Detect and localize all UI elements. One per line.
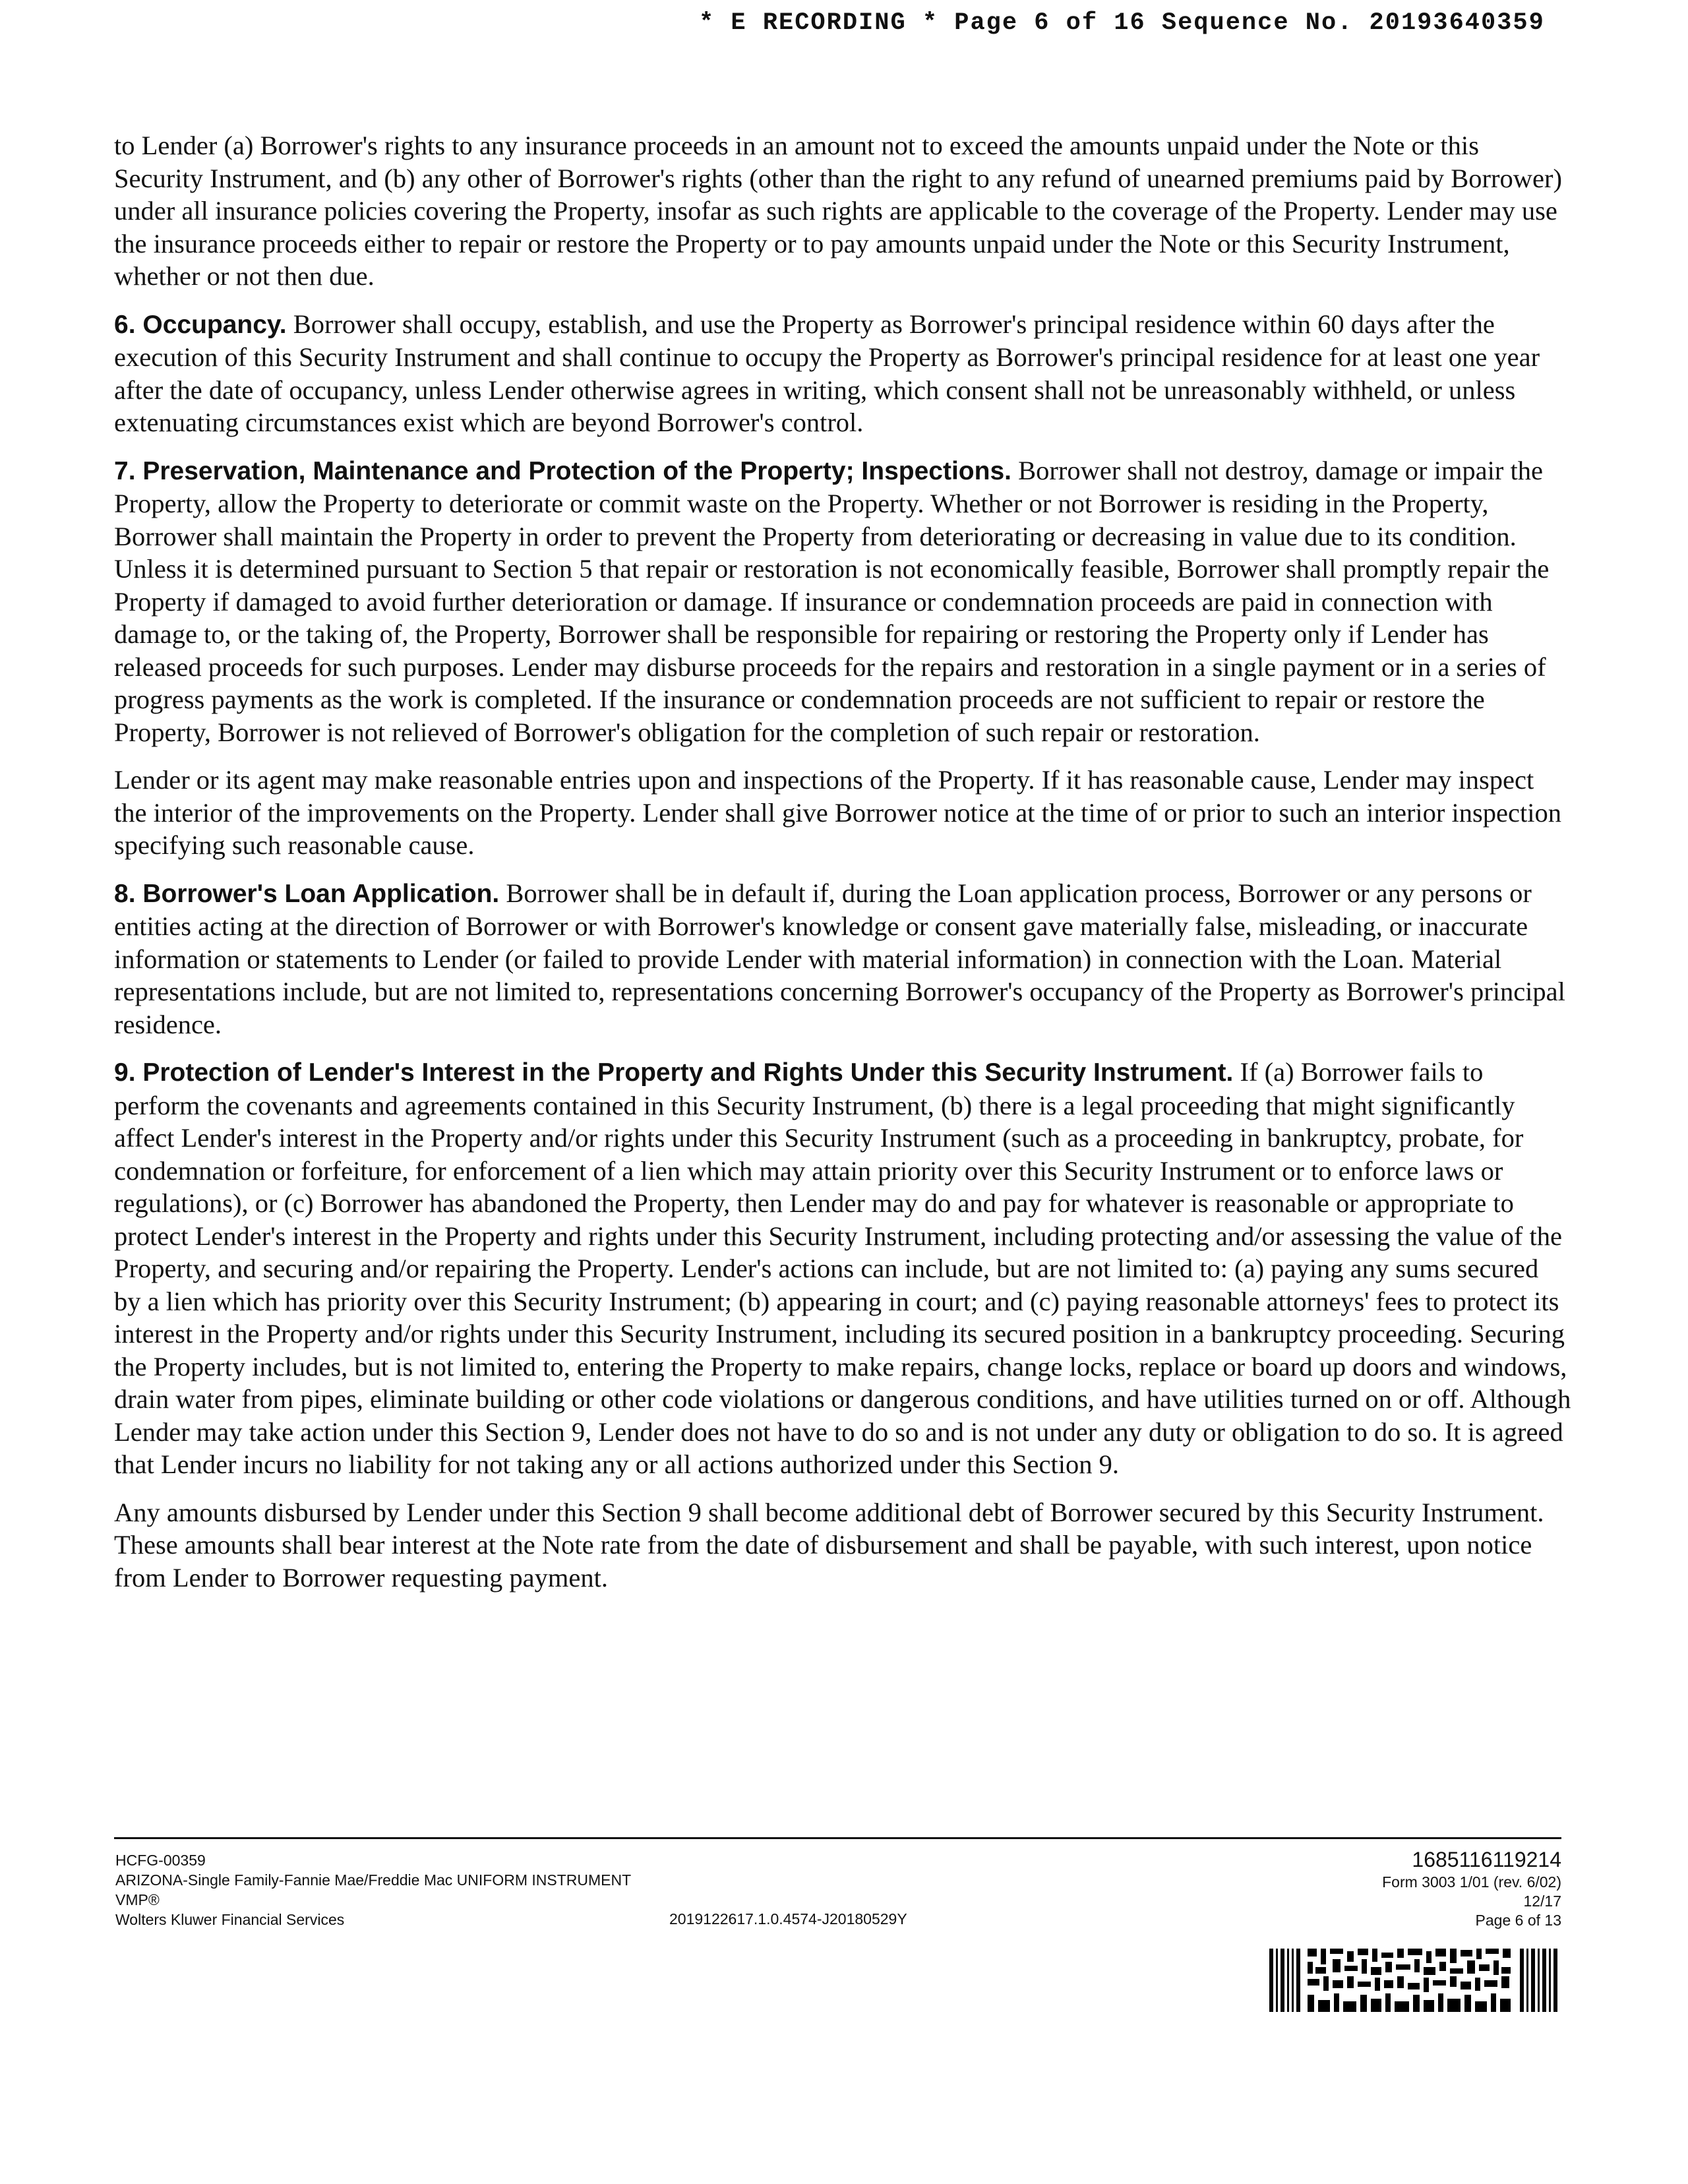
section-8-text: Borrower shall be in default if, during the Loan application process, Borrower or any persons or entities acting at the direction of Borrower or with Borrower's knowledge or consent gave materially false, misleading, or inaccurate information or statements to Lender (or failed to provide Lender with material information) in connection with the Loan. Material representations include, but are not limited to, representations concerning Borrower's occupancy of the Property as Borrower's principal residence. [114, 878, 1565, 1039]
section-9-protection [114, 1056, 1571, 1481]
section-8-loan-application [114, 877, 1571, 1041]
footer-left-block [115, 1850, 631, 1929]
section-6-occupancy [114, 308, 1571, 439]
section-6-heading: 6. Occupancy. [114, 310, 287, 339]
footer-doc-code: 2019122617.1.0.4574-J20180529Y [669, 1910, 907, 1927]
section-7-text: Borrower shall not destroy, damage or impair the Property, allow the Property to deteriorate or commit waste on the Property. Whether or not Borrower is residing in the Property, Borrower shall maintain the Property in order to prevent the Property from deteriorating or decreasing in value due to its condition. Unless it is determined pursuant to Section 5 that repair or restoration is not economically feasible, Borrower shall promptly repair the Property if damaged to avoid further deterioration or damage. If insurance or condemnation proceeds are paid in connection with damage to, or the taking of, the Property, Borrower shall be responsible for repairing or restoring the Property only if Lender has released proceeds for such purposes. Lender may disburse proceeds for the repairs and restoration in a single payment or in a series of progress payments as the work is completed. If the insurance or condemnation proceeds are not sufficient to repair or restore the Property, Borrower is not relieved of Borrower's obligation for the completion of such repair or restoration. [114, 455, 1550, 747]
section-9-disbursement-paragraph: Any amounts disbursed by Lender under this Section 9 shall become additional debt of Borrower secured by this Security Instrument. These amounts shall bear interest at the Note rate from the date of disbursement and shall be payable, with such interest, upon notice from Lender to Borrower requesting payment. [114, 1497, 1544, 1592]
section-7-preservation [114, 454, 1571, 749]
footer-form-id: HCFG-00359 [115, 1852, 206, 1869]
section-9-heading: 9. Protection of Lender's Interest in the Property and Rights Under this Security Instrument. [114, 1058, 1234, 1087]
footer-publisher: Wolters Kluwer Financial Services [115, 1911, 345, 1928]
footer-right-block [1382, 1846, 1561, 1930]
footer-form-number: Form 3003 1/01 (rev. 6/02) [1382, 1873, 1561, 1891]
section-8-heading: 8. Borrower's Loan Application. [114, 879, 500, 908]
footer-page-number: Page 6 of 13 [1475, 1912, 1561, 1929]
document-body [114, 129, 1571, 1609]
footer-instrument: ARIZONA-Single Family-Fannie Mae/Freddie Mac UNIFORM INSTRUMENT [115, 1871, 632, 1889]
footer-revision: 12/17 [1523, 1893, 1561, 1910]
footer-loan-number: 1685116119214 [1412, 1848, 1561, 1871]
section-9-text: If (a) Borrower fails to perform the covenants and agreements contained in this Security Instrument, (b) there is a legal proceeding that might significantly affect Lender's interest in the Property and/or rights under this Security Instrument (such as a proceeding in bankruptcy, probate, for condemnation or forfeiture, for enforcement of a lien which may attain priority over this Security Instrument or to enforce laws or regulations), or (c) Borrower has abandoned the Property, then Lender may do and pay for whatever is reasonable or appropriate to protect Lender's interest in the Property and rights under this Security Instrument, including protecting and/or assessing the value of the Property, and securing and/or repairing the Property. Lender's actions can include, but are not limited to: (a) paying any sums secured by a lien which has priority over this Security Instrument; (b) appearing in court; and (c) paying reasonable attorneys' fees to protect its interest in the Property and/or rights under this Security Instrument, including its secured position in a bankruptcy proceeding. Securing the Property includes, but is not limited to, entering the Property to make repairs, change locks, replace or board up doors and windows, drain water from pipes, eliminate building or other code violations or dangerous conditions, and have utilities turned on or off. Although Lender may take action under this Section 9, Lender does not have to do so and is not under any duty or obligation to do so. It is agreed that Lender incurs no liability for not taking any or all actions authorized under this Section 9. [114, 1057, 1571, 1479]
section-6-text: Borrower shall occupy, establish, and use the Property as Borrower's principal residence within 60 days after the execution of this Security Instrument and shall continue to occupy the Property as Borrower's principal residence for at least one year after the date of occupancy, unless Lender otherwise agrees in writing, which consent shall not be unreasonably withheld, or unless extenuating circumstances exist which are beyond Borrower's control. [114, 309, 1540, 437]
section-7-heading: 7. Preservation, Maintenance and Protection of the Property; Inspections. [114, 456, 1011, 485]
recording-header: * E RECORDING * Page 6 of 16 Sequence No. 20193640359 [699, 9, 1545, 37]
barcode-image [1269, 1949, 1559, 2012]
footer-vmp: VMP® [115, 1891, 160, 1908]
intro-paragraph: to Lender (a) Borrower's rights to any insurance proceeds in an amount not to exceed the amounts unpaid under the Note or this Security Instrument, and (b) any other of Borrower's rights (other than the right to any refund of unearned premiums paid by Borrower) under all insurance policies covering the Property, insofar as such rights are applicable to the coverage of the Property. Lender may use the insurance proceeds either to repair or restore the Property or to pay amounts unpaid under the Note or this Security Instrument, whether or not then due. [114, 131, 1562, 291]
section-7-inspections-paragraph: Lender or its agent may make reasonable entries upon and inspections of the Property. If it has reasonable cause, Lender may inspect the interior of the improvements on the Property. Lender shall give Borrower notice at the time of or prior to such an interior inspection specifying such reasonable cause. [114, 765, 1562, 860]
footer-divider [114, 1837, 1561, 1839]
